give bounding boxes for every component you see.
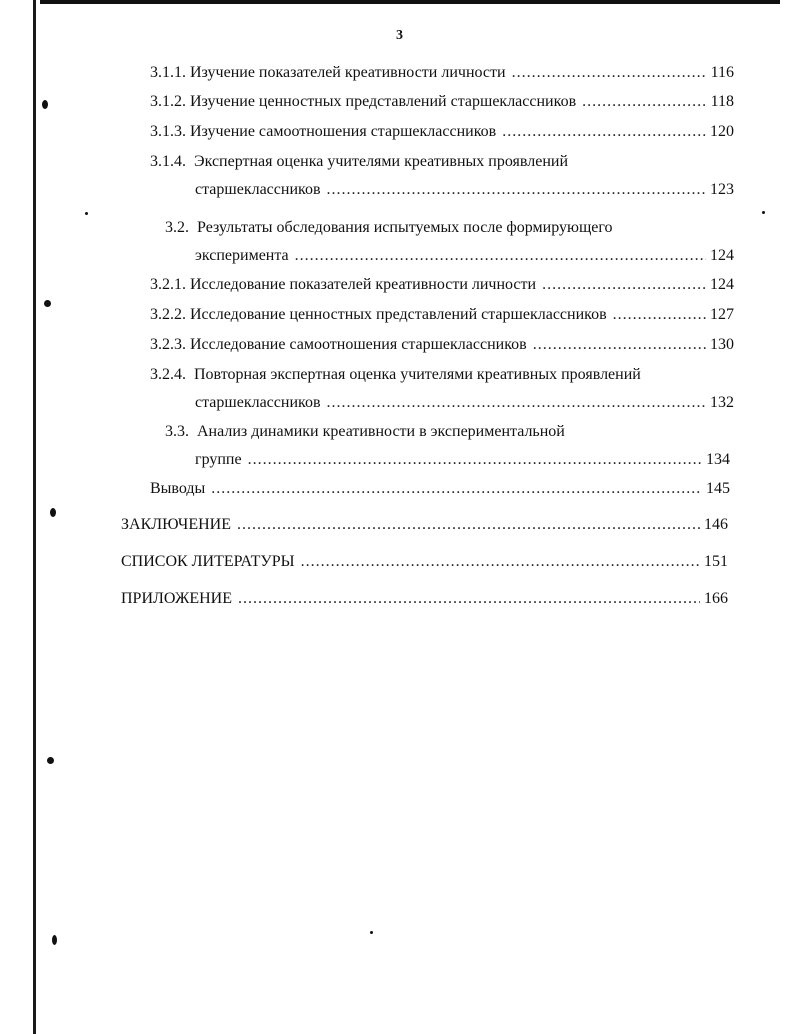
scan-speck [47,757,54,764]
toc-entry-3-2-4 [150,364,734,386]
toc-title: ПРИЛОЖЕНИЕ [121,590,233,607]
scan-speck [44,300,51,307]
toc-entry-3-2-2 [150,304,734,326]
toc-leader-dots [542,274,706,296]
toc-title: Выводы [150,480,206,497]
toc-page: 166 [704,590,728,607]
toc-entry-3-2-continuation [195,245,734,267]
toc-number: 3.2.4. [150,366,186,383]
toc-number: 3.2.2. [150,306,186,323]
toc-entry-3-2-3 [150,334,734,356]
toc-entry-final-conclusion [121,514,728,536]
toc-page: 127 [710,306,734,323]
toc-page: 146 [704,516,728,533]
scan-speck [42,100,48,109]
toc-number: 3.2. [165,219,189,236]
toc-leader-dots [512,62,707,84]
toc-page: 123 [710,181,734,198]
toc-title: Исследование самоотношения старшеклассников [190,336,527,353]
toc-leader-dots [211,478,702,500]
scan-top-rule [40,0,780,4]
toc-number: 3.3. [165,423,189,440]
toc-page: 151 [704,553,728,570]
toc-entry-bibliography [121,551,728,573]
toc-entry-3-2 [165,217,734,239]
toc-leader-dots [327,179,706,201]
toc-leader-dots [613,304,706,326]
toc-title: Изучение ценностных представлений старшеклассников [190,93,577,110]
toc-leader-dots [238,588,700,610]
toc-title: Исследование показателей креативности личности [190,276,537,293]
toc-page: 120 [710,123,734,140]
toc-number: 3.1.1. [150,64,186,81]
toc-page: 118 [710,93,734,110]
toc-title: Изучение самоотношения старшеклассников [190,123,497,140]
toc-leader-dots [582,91,706,113]
toc-entry-3-2-4-continuation [195,392,734,414]
toc-title-continuation: старшеклассников [195,181,321,198]
scan-speck [50,508,56,517]
toc-title: Повторная экспертная оценка учителями креативных проявлений [194,366,641,383]
toc-entry-3-3 [165,421,734,443]
page-number: 3 [396,28,403,43]
toc-leader-dots [237,514,700,536]
scan-speck [370,931,373,934]
scan-speck [762,211,765,214]
toc-page: 132 [710,394,734,411]
toc-number: 3.2.1. [150,276,186,293]
toc-title-continuation: группе [195,451,242,468]
toc-title: Изучение показателей креативности личности [190,64,506,81]
toc-title: Результаты обследования испытуемых после формирующего [197,219,613,236]
toc-entry-3-3-continuation [195,449,730,471]
toc-title-continuation: эксперимента [195,247,289,264]
toc-title: Исследование ценностных представлений старшеклассников [190,306,607,323]
toc-page: 116 [710,64,734,81]
toc-title: Анализ динамики креативности в экспериментальной [197,423,565,440]
toc-number: 3.1.2. [150,93,186,110]
toc-page: 130 [710,336,734,353]
toc-title: ЗАКЛЮЧЕНИЕ [121,516,231,533]
toc-number: 3.1.4. [150,153,186,170]
toc-leader-dots [248,449,702,471]
scan-speck [52,935,57,945]
toc-page: 145 [706,480,730,497]
toc-entry-3-1-3 [150,121,734,143]
toc-entry-3-1-4 [150,151,734,173]
toc-entry-appendix [121,588,728,610]
scan-left-edge [33,0,36,1034]
toc-entry-conclusions [150,478,730,500]
toc-leader-dots [327,392,706,414]
toc-title: Экспертная оценка учителями креативных проявлений [194,153,569,170]
toc-number: 3.2.3. [150,336,186,353]
toc-title: СПИСОК ЛИТЕРАТУРЫ [121,553,295,570]
toc-leader-dots [533,334,706,356]
toc-leader-dots [301,551,700,573]
toc-number: 3.1.3. [150,123,186,140]
toc-page: 124 [710,247,734,264]
toc-entry-3-1-4-continuation [195,179,734,201]
toc-title-continuation: старшеклассников [195,394,321,411]
toc-leader-dots [295,245,706,267]
toc-page: 134 [706,451,730,468]
toc-entry-3-2-1 [150,274,734,296]
toc-leader-dots [502,121,706,143]
toc-entry-3-1-2 [150,91,734,113]
toc-entry-3-1-1 [150,62,734,84]
toc-page: 124 [710,276,734,293]
scan-speck [85,212,88,215]
